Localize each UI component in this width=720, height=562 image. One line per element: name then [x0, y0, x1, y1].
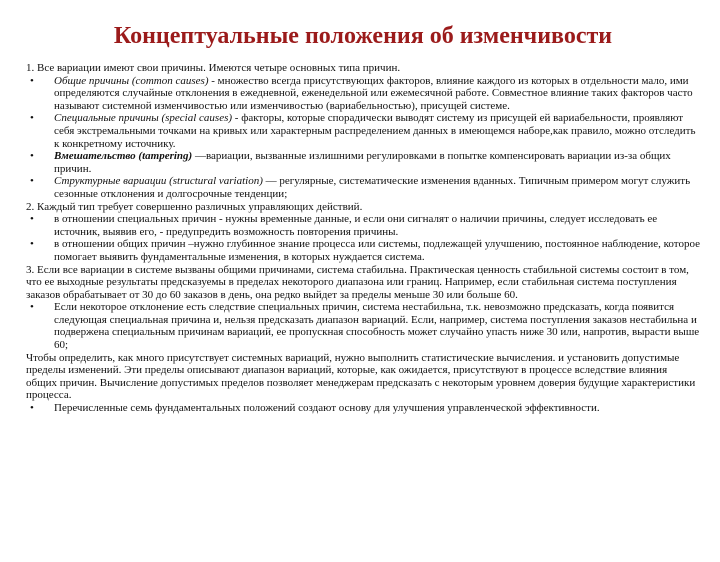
bullet-marker: • — [30, 402, 34, 415]
text-unstable-system: Если некоторое отклонение есть следствие специальных причин, система нестабильна, т.к. невозможно предсказать, когда появится следующая специальная причина и, нельзя предсказать диапазон вариаций. Если, например, система поступления заказов нестабильна и подвержена специальным причинам вариаций, ее пропускная способность может случайно упасть ниже 30 или, напротив, вырасти выше 60; — [54, 301, 700, 352]
slide-body — [26, 62, 700, 415]
slide — [0, 22, 720, 562]
text-special-causes: - факторы, которые спорадически выводят систему из присущей ей вариабельности, проявляют себя экстремальными точками на кривых или характерным распределением данных в имеющемся наборе,как правило, можно отследить к конкретному источнику. — [54, 112, 696, 150]
bullet-marker: • — [30, 301, 34, 314]
slide-title: Концептуальные положения об изменчивости — [113, 23, 613, 49]
bullet-special-actions — [26, 213, 700, 238]
term-special-causes: Специальные причины (special causes) — [54, 112, 233, 125]
text-common-causes: - множество всегда присутствующих факторов, влияние каждого из которых в отдельности мало, ими определяются случайные отклонения в ежедневной, еженедельной или ежемесячной работе. Совместное влияние таких факторов часто называют системной изменчивостью или изменчивостью (вариабельностью), присущей системе. — [54, 74, 693, 112]
bullet-special-causes — [26, 112, 700, 150]
bullet-structural-variation — [26, 175, 700, 200]
term-tampering: Вмешательство (tampering) — [54, 150, 193, 163]
bullet-unstable-system — [26, 301, 700, 351]
point-1: 1. Все вариации имеют свои причины. Имеются четыре основных типа причин. — [26, 62, 401, 74]
bullet-marker: • — [30, 150, 34, 163]
point-4: Чтобы определить, как много присутствует системных вариаций, нужно выполнить статистические вычисления. и установить допустимые пределы изменений. Эти пределы описывают диапазон вариаций, которые, как ожидается, присутствуют в процессе вследствие влияния общих причин. Вычисление допустимых пределов позволяет менеджерам предсказать с некоторым уровнем доверия будущие характеристики процесса. — [26, 351, 696, 402]
bullet-tampering — [26, 150, 700, 175]
text-special-actions: в отношении специальных причин - нужны временные данные, и если они сигналят о наличии причины, следует исследовать ее источник, выявив его, - предупредить возможность повторения причины. — [54, 213, 658, 238]
term-common-causes: Общие причины (common causes) — [54, 74, 209, 87]
bullet-summary — [26, 402, 700, 415]
bullet-marker: • — [30, 112, 34, 125]
bullet-marker: • — [30, 74, 34, 87]
point-2: 2. Каждый тип требует совершенно различных управляющих действий. — [26, 200, 363, 213]
text-common-actions: в отношении общих причин –нужно глубинное знание процесса или системы, подлежащей улучшению, постоянное наблюдение, которое помогает выявить фундаментальные изменения, в которых нуждается система. — [54, 238, 700, 263]
bullet-common-actions — [26, 238, 700, 263]
point-3: 3. Если все вариации в системе вызваны общими причинами, система стабильна. Практическая ценность стабильной системы состоит в том, что ее выходные результаты предсказуемы в пределах некоторого диапазона или границ. Например, если стабильная система поступления заказов обрабатывает от 30 до 60 заказов в день, она редко выйдет за пределы меньше 30 или больше 60. — [26, 263, 689, 301]
term-structural-variation: Структурные вариации (structural variation) — [54, 175, 263, 188]
text-structural-variation: — регулярные, систематические изменения вданных. Типичным примером могут служить сезонные отклонения и долгосрочные тенденции; — [54, 175, 691, 200]
bullet-marker: • — [30, 213, 34, 226]
text-summary: Перечисленные семь фундаментальных положений создают основу для улучшения управленческой эффективности. — [54, 402, 600, 415]
bullet-marker: • — [30, 238, 34, 251]
bullet-common-causes — [26, 75, 700, 113]
text-tampering: —вариации, вызванные излишними регулировками в попытке компенсировать вариации из-за общих причин. — [54, 150, 671, 175]
bullet-marker: • — [30, 175, 34, 188]
